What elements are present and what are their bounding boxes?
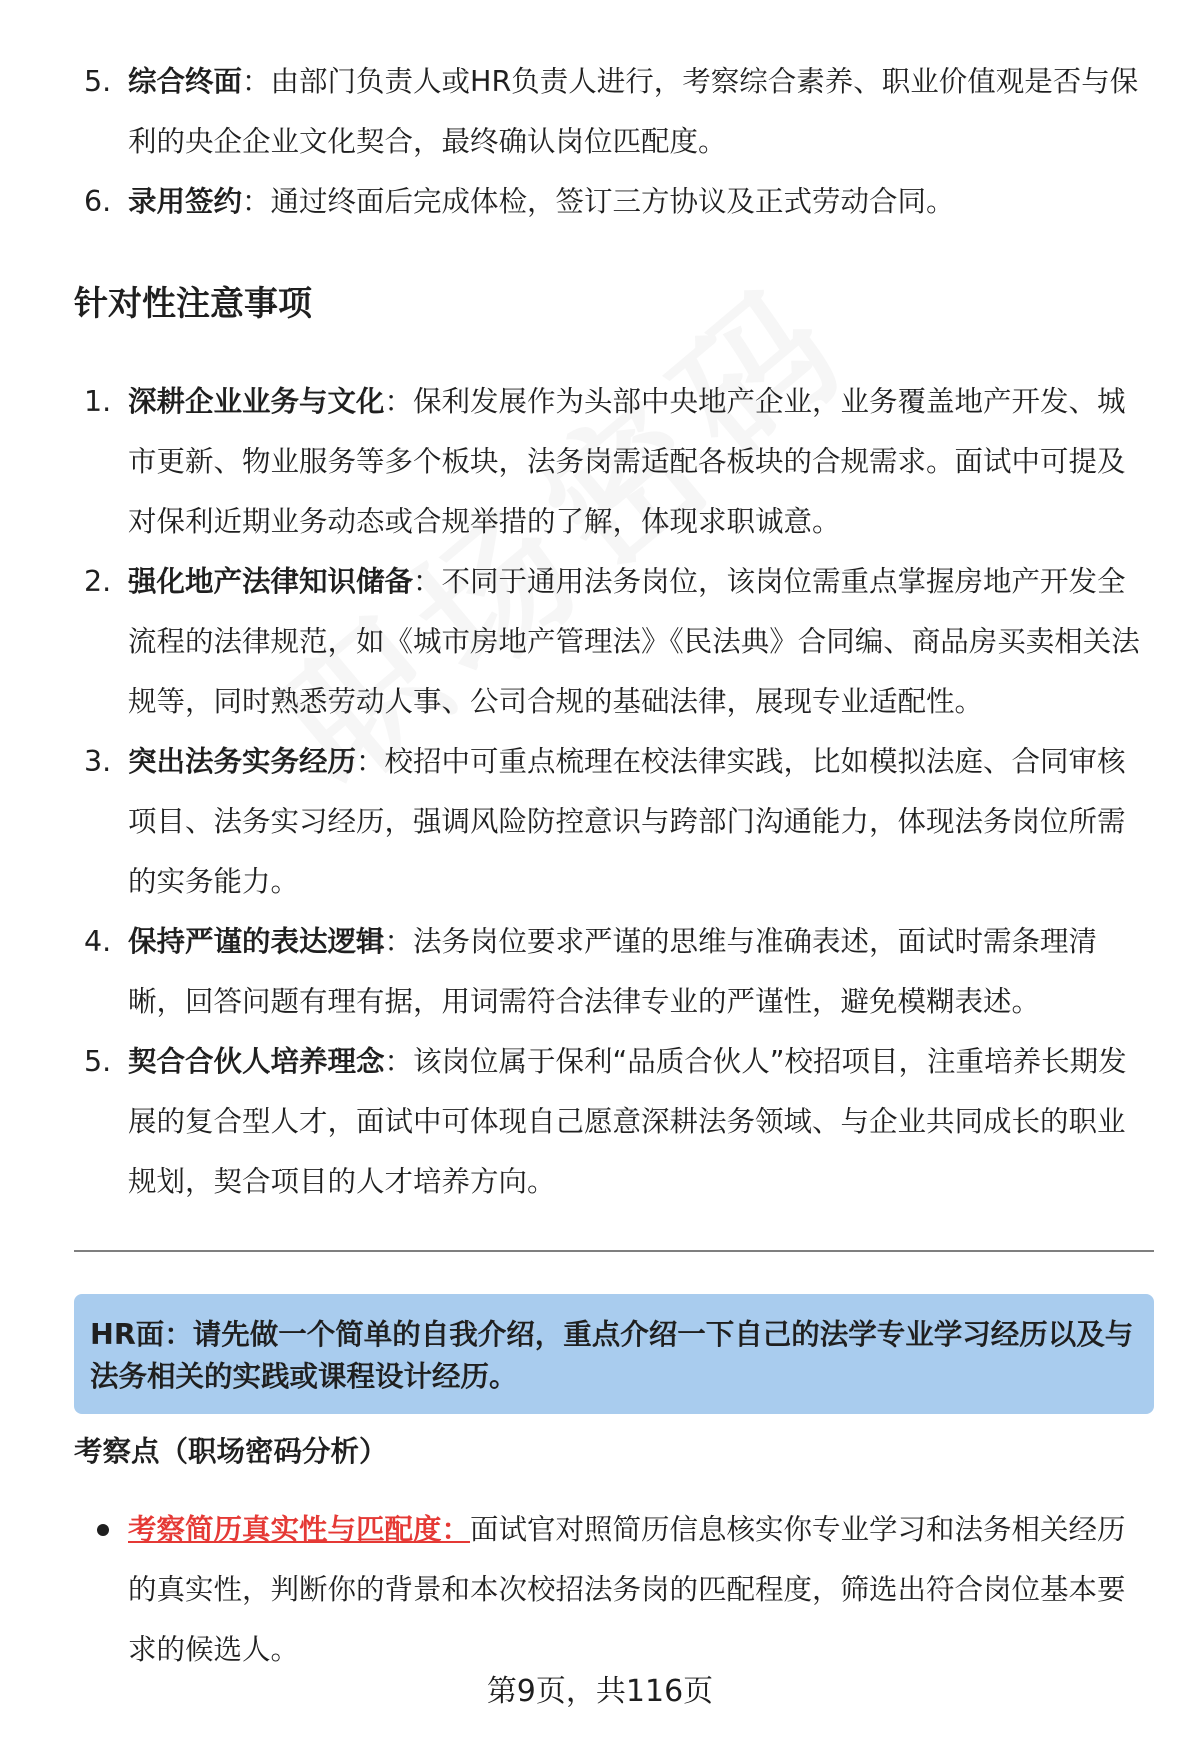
- section-heading: 针对性注意事项: [74, 284, 312, 324]
- list-number: 5.: [84, 65, 112, 98]
- item-text: 通过终面后完成体检，签订三方协议及正式劳动合同。: [270, 185, 955, 218]
- list-number: 4.: [84, 925, 112, 958]
- list-item: [0, 1032, 1200, 1212]
- list-number: 6.: [84, 185, 112, 218]
- item-title: 保持严谨的表达逻辑: [128, 925, 385, 958]
- item-text: 保利发展作为头部中央地产企业，业务覆盖地产开发、城市更新、物业服务等多个板块，法务岗需适配各板块的合规需求。面试中可提及对保利近期业务动态或合规举措的了解，体现求职诚意。: [128, 385, 1126, 538]
- item-text: 面试官对照简历信息核实你专业学习和法务相关经历的真实性，判断你的背景和本次校招法务岗的匹配程度，筛选出符合岗位基本要求的候选人。: [128, 1513, 1126, 1666]
- item-title: 契合合伙人培养理念: [128, 1045, 385, 1078]
- list-item: [0, 172, 1200, 232]
- item-text: 校招中可重点梳理在校法律实践，比如模拟法庭、合同审核项目、法务实习经历，强调风险防控意识与跨部门沟通能力，体现法务岗位所需的实务能力。: [128, 745, 1126, 898]
- item-separator: ：: [242, 185, 271, 218]
- hr-question-text: HR面：请先做一个简单的自我介绍，重点介绍一下自己的法学专业学习经历以及与法务相关的实践或课程设计经历。: [90, 1318, 1134, 1393]
- analysis-heading: 考察点（职场密码分析）: [74, 1435, 388, 1468]
- bullet-dot-icon: [97, 1524, 109, 1536]
- list-item: [0, 1500, 1200, 1680]
- page-footer: 第9页，共116页: [486, 1674, 714, 1709]
- item-title: 强化地产法律知识储备: [128, 565, 414, 598]
- analysis-bullets: [0, 1500, 1200, 1680]
- item-text: 不同于通用法务岗位，该岗位需重点掌握房地产开发全流程的法律规范，如《城市房地产管理法》《民法典》合同编、商品房买卖相关法规等，同时熟悉劳动人事、公司合规的基础法律，展现专业适配性。: [128, 565, 1140, 718]
- item-separator: ：: [356, 745, 385, 778]
- item-title: 录用签约: [128, 185, 243, 218]
- item-text: 该岗位属于保利“品质合伙人”校招项目，注重培养长期发展的复合型人才，面试中可体现自己愿意深耕法务领域、与企业共同成长的职业规划，契合项目的人才培养方向。: [128, 1045, 1127, 1198]
- list-number: 2.: [84, 565, 112, 598]
- item-text: 法务岗位要求严谨的思维与准确表述，面试时需条理清晰，回答问题有理有据，用词需符合法律专业的严谨性，避免模糊表述。: [128, 925, 1098, 1018]
- item-title: 综合终面: [128, 65, 243, 98]
- list-number: 5.: [84, 1045, 112, 1078]
- notes-list: [0, 372, 1200, 1212]
- item-separator: ：: [413, 565, 442, 598]
- list-item: [0, 732, 1200, 912]
- list-item: [0, 372, 1200, 552]
- list-item: [0, 552, 1200, 732]
- list-item: [0, 912, 1200, 1032]
- item-separator: ：: [384, 925, 414, 958]
- item-separator: ：: [384, 385, 414, 418]
- item-separator: ：: [384, 1045, 414, 1078]
- item-separator: ：: [242, 65, 271, 98]
- list-item: [0, 52, 1200, 172]
- process-steps-list: [0, 52, 1200, 232]
- list-number: 3.: [84, 745, 112, 778]
- list-number: 1.: [84, 385, 112, 418]
- hr-question-box: [74, 1294, 1154, 1414]
- item-title: 突出法务实务经历: [128, 745, 357, 778]
- item-title: 深耕企业业务与文化: [128, 385, 385, 418]
- divider: [74, 1250, 1154, 1252]
- highlight-title: 考察简历真实性与匹配度：: [128, 1513, 471, 1546]
- item-text: 由部门负责人或HR负责人进行，考察综合素养、职业价值观是否与保利的央企企业文化契合，最终确认岗位匹配度。: [128, 65, 1139, 158]
